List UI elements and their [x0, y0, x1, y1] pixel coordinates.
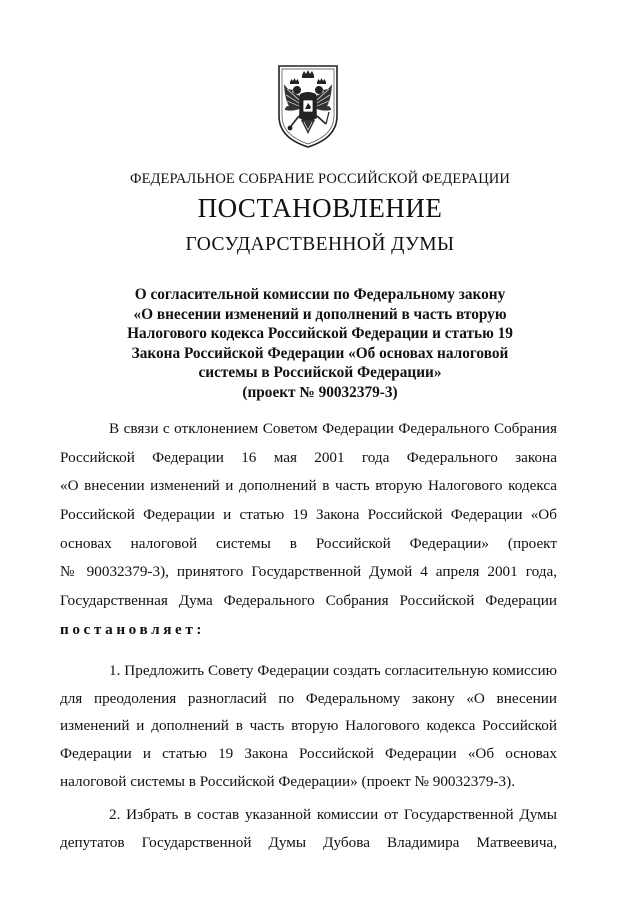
paragraph-line: Российской Федерации и статью 19 Закона Российской Федерации «Об — [60, 506, 557, 524]
paragraph-line: 2. Избрать в состав указанной комиссии от Государственной Думы — [109, 806, 557, 823]
resolves-word: постановляет: — [60, 620, 206, 638]
heading-line: Закона Российской Федерации «Об основах налоговой — [131, 344, 509, 362]
paragraph-line: для преодоления разногласий по Федеральному закону «О внесении — [60, 689, 557, 707]
heading-line: «О внесении изменений и дополнений в часть вторую — [133, 305, 507, 323]
heading-line: О согласительной комиссии по Федеральному закону — [134, 286, 506, 303]
heading-line: системы в Российской Федерации» — [198, 364, 442, 381]
coat-of-arms-icon — [273, 62, 343, 150]
paragraph-line: «О внесении изменений и дополнений в часть вторую Налогового кодекса — [60, 477, 557, 495]
paragraph-line: налоговой системы в Российской Федерации» (проект № 90032379-3). — [60, 772, 515, 790]
paragraph-line: № 90032379-3), принятого Государственной Думой 4 апреля 2001 года, — [60, 563, 557, 581]
item-2-paragraph — [60, 801, 557, 856]
heading-line: (проект № 90032379-3) — [242, 383, 398, 401]
paragraph-line — [60, 616, 557, 645]
paragraph-line: депутатов Государственной Думы Дубова Владимира Матвеевича, — [60, 833, 557, 851]
document-subtitle: ГОСУДАРСТВЕННОЙ ДУМЫ — [185, 234, 455, 255]
heading-line: Налогового кодекса Российской Федерации и статью 19 — [127, 325, 513, 342]
paragraph-line: Российской Федерации 16 мая 2001 года Федерального закона — [60, 448, 557, 466]
paragraph-line: основах налоговой системы в Российской Федерации» (проект — [60, 534, 557, 552]
item-1-paragraph — [60, 657, 557, 795]
paragraph-line: 1. Предложить Совету Федерации создать согласительную комиссию — [109, 662, 557, 679]
organization-name: ФЕДЕРАЛЬНОЕ СОБРАНИЕ РОССИЙСКОЙ ФЕДЕРАЦИИ — [130, 171, 510, 187]
paragraph-line: изменений и дополнений в часть вторую Налогового кодекса Российской — [60, 717, 557, 735]
document-title: ПОСТАНОВЛЕНИЕ — [197, 193, 443, 223]
intro-paragraph — [60, 415, 557, 645]
paragraph-line: В связи с отклонением Советом Федерации Федерального Собрания — [109, 420, 557, 437]
paragraph-line: Федерации и статью 19 Закона Российской Федерации «Об основах — [60, 745, 557, 763]
resolution-heading — [80, 285, 560, 402]
paragraph-line: Государственная Дума Федерального Собрания Российской Федерации — [60, 592, 557, 610]
